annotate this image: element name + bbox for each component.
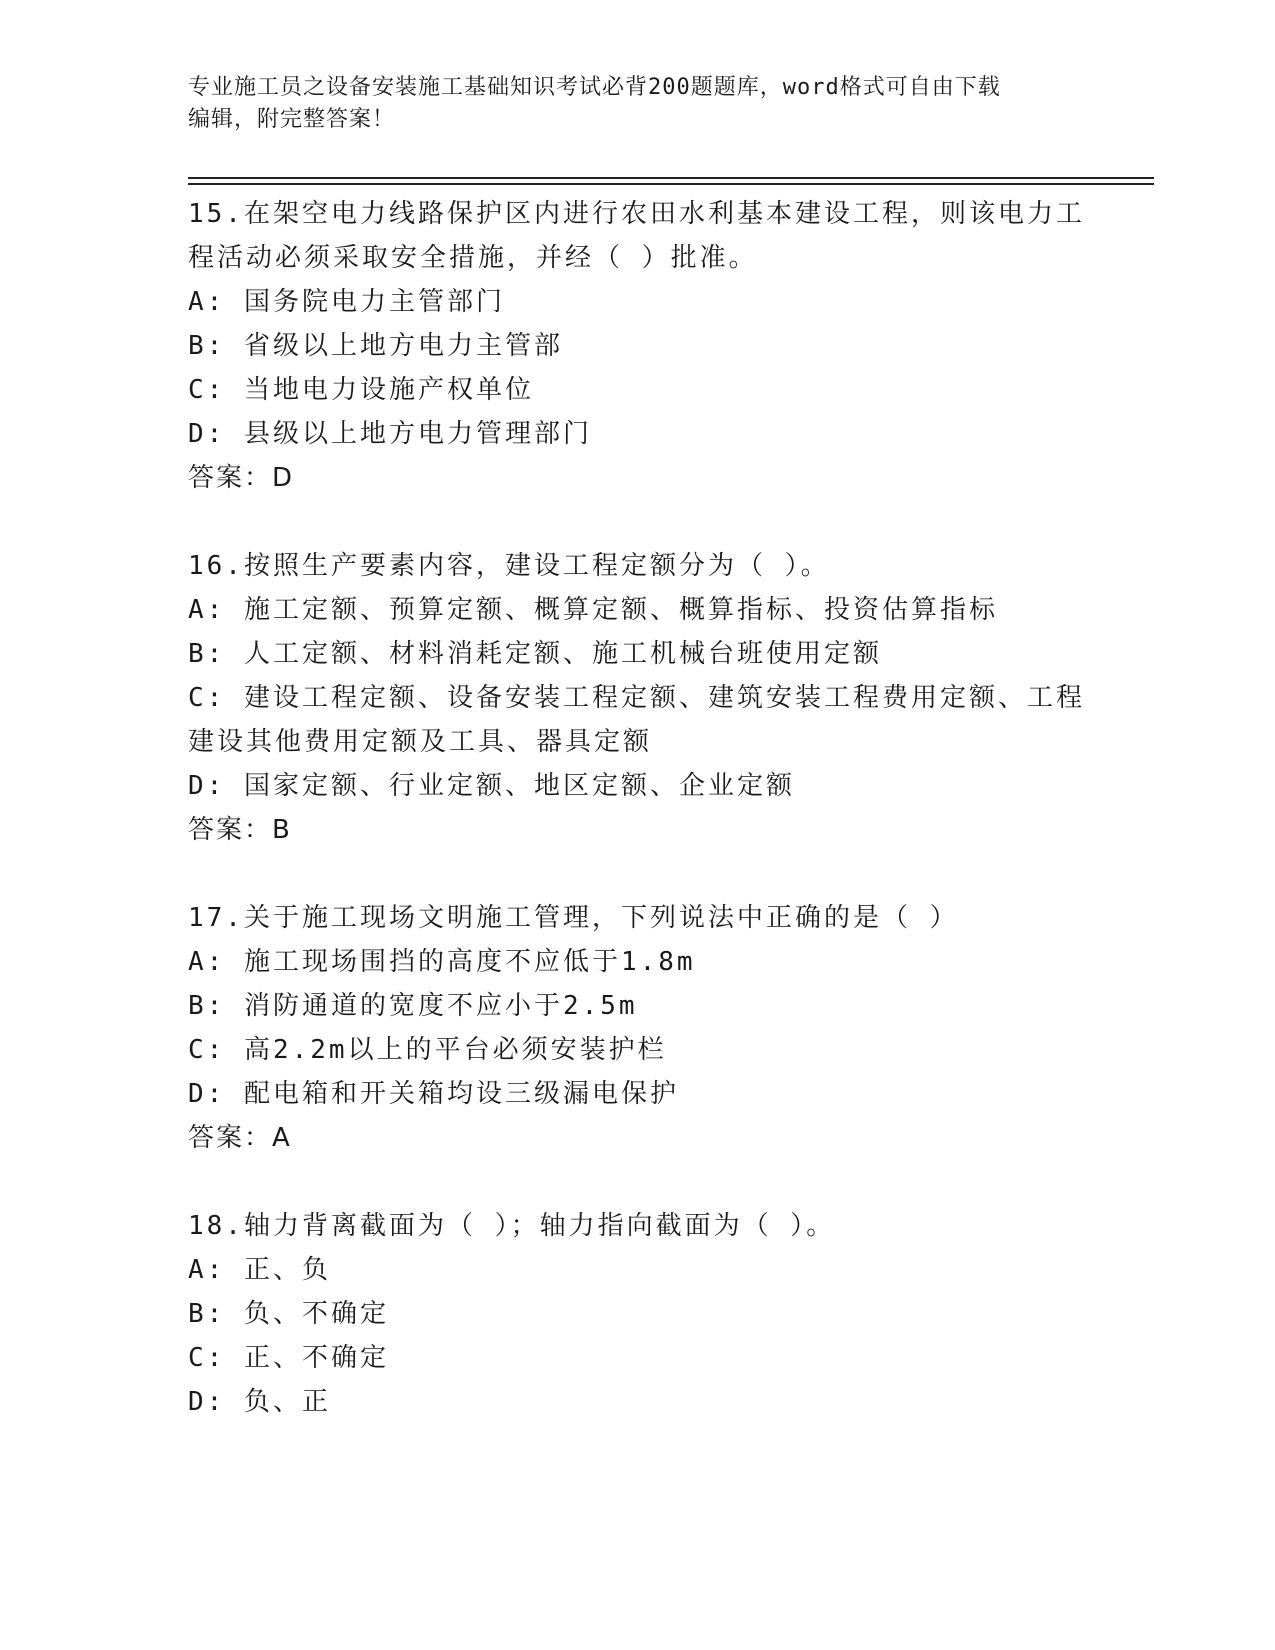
question-17-option-d: D: 配电箱和开关箱均设三级漏电保护 xyxy=(188,1079,679,1109)
question-16-option-b: B: 人工定额、材料消耗定额、施工机械台班使用定额 xyxy=(188,639,882,669)
question-16-option-c-line-2: 建设其他费用定额及工具、器具定额 xyxy=(188,727,653,757)
question-15-option-b: B: 省级以上地方电力主管部 xyxy=(188,331,563,361)
question-15-stem-line-2: 程活动必须采取安全措施，并经（ ）批准。 xyxy=(188,243,758,273)
question-15-option-c: C: 当地电力设施产权单位 xyxy=(188,375,534,405)
question-17-option-c: C: 高2.2m以上的平台必须安装护栏 xyxy=(188,1035,667,1065)
question-18-option-a: A: 正、负 xyxy=(188,1255,331,1285)
header-line-1: 专业施工员之设备安装施工基础知识考试必背200题题库，word格式可自由下载 xyxy=(188,75,1001,100)
question-18-stem-line-1: 18.轴力背离截面为（ ）；轴力指向截面为（ ）。 xyxy=(188,1211,836,1241)
question-16-option-a: A: 施工定额、预算定额、概算定额、概算指标、投资估算指标 xyxy=(188,595,998,625)
question-15-stem-line-1: 15.在架空电力线路保护区内进行农田水利基本建设工程，则该电力工 xyxy=(188,199,1085,229)
question-16-option-c-line-1: C: 建设工程定额、设备安装工程定额、建筑安装工程费用定额、工程 xyxy=(188,683,1085,713)
question-17-stem-line-1: 17.关于施工现场文明施工管理，下列说法中正确的是（ ） xyxy=(188,903,959,933)
header-divider-bottom xyxy=(188,183,1154,185)
question-18-option-b: B: 负、不确定 xyxy=(188,1299,389,1329)
question-17-answer: 答案：A xyxy=(188,1123,292,1153)
question-17-option-b: B: 消防通道的宽度不应小于2.5m xyxy=(188,991,638,1021)
question-16-option-d: D: 国家定额、行业定额、地区定额、企业定额 xyxy=(188,771,795,801)
document-header xyxy=(188,72,1088,136)
question-18-option-d: D: 负、正 xyxy=(188,1387,331,1417)
question-15-option-d: D: 县级以上地方电力管理部门 xyxy=(188,419,592,449)
question-15-option-a: A: 国务院电力主管部门 xyxy=(188,287,505,317)
question-15-answer: 答案：D xyxy=(188,463,295,493)
question-17-option-a: A: 施工现场围挡的高度不应低于1.8m xyxy=(188,947,696,977)
question-16-stem-line-1: 16.按照生产要素内容，建设工程定额分为（ ）。 xyxy=(188,551,830,581)
question-18-option-c: C: 正、不确定 xyxy=(188,1343,389,1373)
question-16-answer: 答案：B xyxy=(188,815,292,845)
header-line-2: 编辑，附完整答案！ xyxy=(188,107,396,132)
header-divider-top xyxy=(188,177,1154,179)
